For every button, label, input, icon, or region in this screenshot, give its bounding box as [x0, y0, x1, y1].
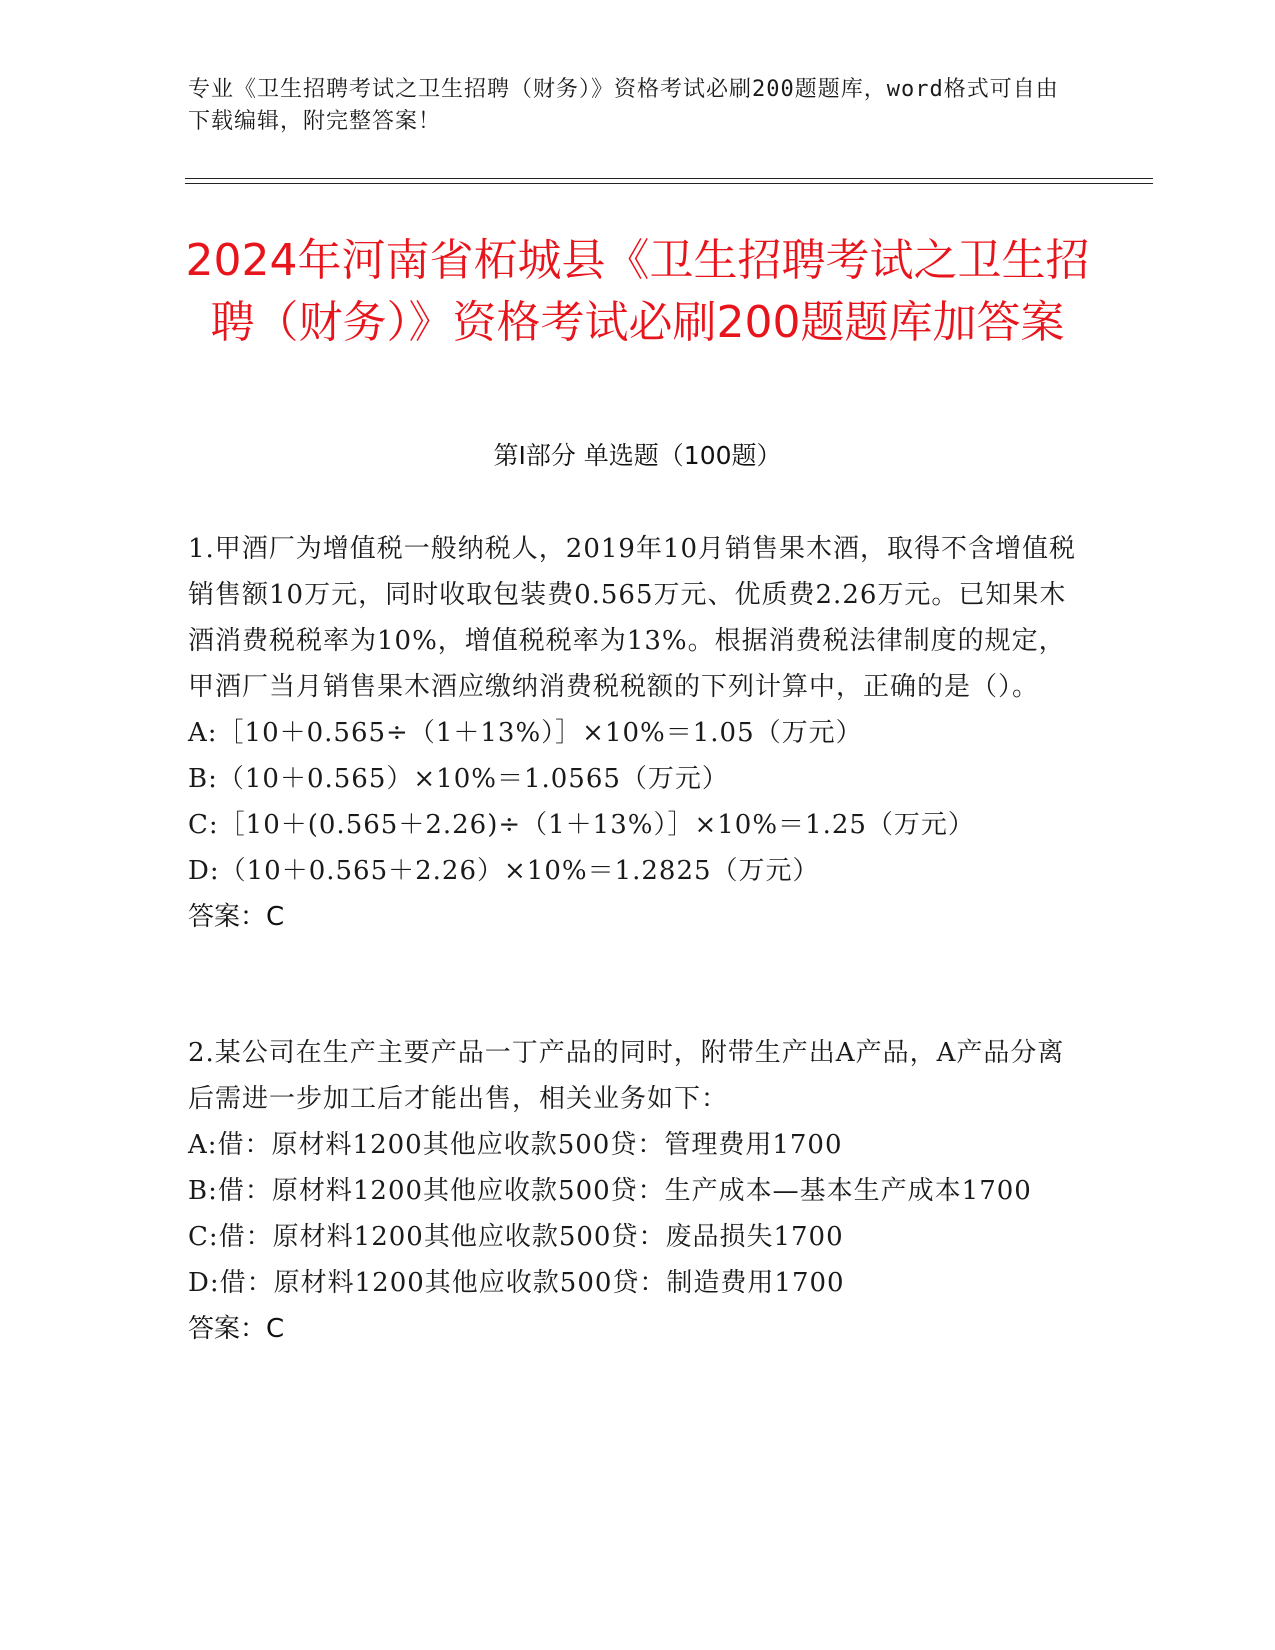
document-title: 2024年河南省柘城县《卫生招聘考试之卫生招聘（财务）》资格考试必刷200题题库加答案 — [185, 235, 1090, 348]
header-note: 专业《卫生招聘考试之卫生招聘（财务）》资格考试必刷200题题库，word格式可自由下载编辑，附完整答案！ — [188, 77, 1059, 134]
option-d: D:借：原材料1200其他应收款500贷：制造费用1700 — [188, 1268, 845, 1298]
option-c: C:［10＋(0.565＋2.26)÷（1＋13%）］×10%＝1.25（万元） — [188, 810, 975, 840]
option-b: B:借：原材料1200其他应收款500贷：生产成本—基本生产成本1700 — [188, 1176, 1032, 1206]
option-c: C:借：原材料1200其他应收款500贷：废品损失1700 — [188, 1222, 844, 1252]
header-divider-top — [185, 178, 1153, 179]
question-2 — [188, 1030, 1078, 1352]
question-1 — [188, 526, 1078, 940]
answer: 答案：C — [188, 902, 285, 932]
option-a: A:［10＋0.565÷（1＋13%）］×10%＝1.05（万元） — [188, 718, 863, 748]
question-stem: 1.甲酒厂为增值税一般纳税人，2019年10月销售果木酒，取得不含增值税销售额10万元，同时收取包装费0.565万元、优质费2.26万元。已知果木酒消费税税率为10%，增值税税率为13%。根据消费税法律制度的规定，甲酒厂当月销售果木酒应缴纳消费税税额的下列计算中，正确的是（）。 — [188, 534, 1077, 702]
section-title: 第I部分 单选题（100题） — [493, 441, 782, 470]
option-d: D:（10＋0.565＋2.26）×10%＝1.2825（万元） — [188, 856, 820, 886]
option-b: B:（10＋0.565）×10%＝1.0565（万元） — [188, 764, 729, 794]
answer: 答案：C — [188, 1314, 285, 1344]
option-a: A:借：原材料1200其他应收款500贷：管理费用1700 — [188, 1130, 843, 1160]
header-divider-bottom — [185, 183, 1153, 184]
question-stem: 2.某公司在生产主要产品一丁产品的同时，附带生产出A产品，A产品分离后需进一步加工后才能出售，相关业务如下： — [188, 1038, 1065, 1114]
